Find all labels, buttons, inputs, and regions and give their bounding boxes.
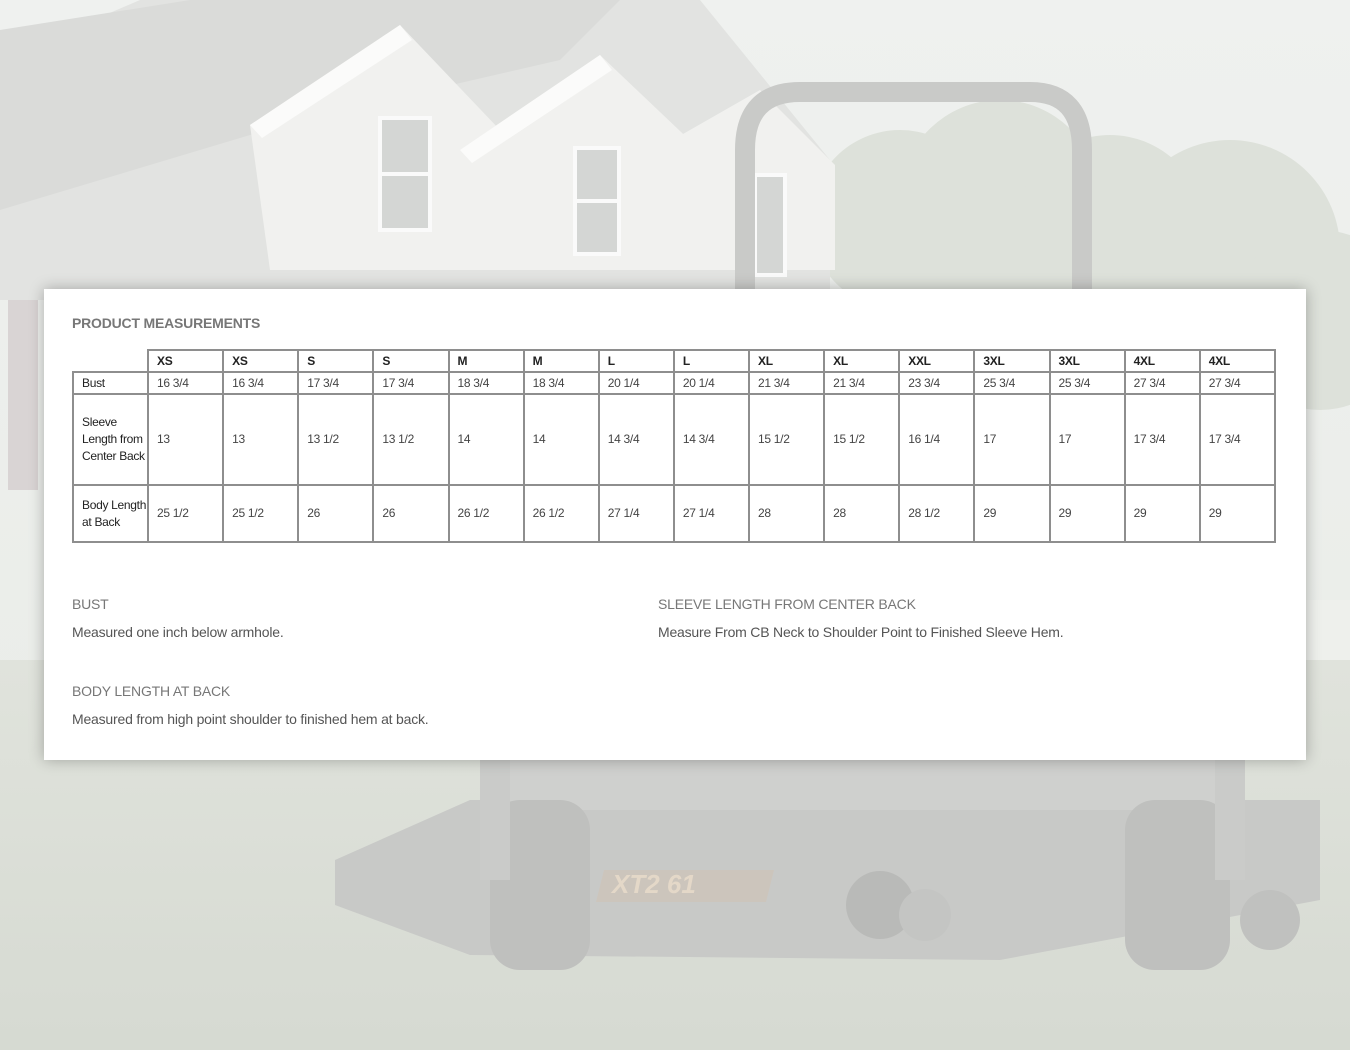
table-cell: 26 (298, 485, 373, 542)
table-row-body-length (73, 485, 1275, 542)
table-cell: 13 (223, 394, 298, 485)
table-cell: 16 3/4 (223, 372, 298, 394)
table-cell: 16 3/4 (148, 372, 223, 394)
table-cell: 25 3/4 (974, 372, 1049, 394)
table-cell: 16 1/4 (899, 394, 974, 485)
table-cell: 27 1/4 (599, 485, 674, 542)
sleeve-note (658, 596, 1063, 640)
size-header: S (298, 350, 373, 372)
table-cell: 14 3/4 (599, 394, 674, 485)
table-row-sleeve-length (73, 394, 1275, 485)
table-cell: 26 (373, 485, 448, 542)
table-cell: 13 (148, 394, 223, 485)
bust-note (72, 596, 284, 640)
size-header: 3XL (974, 350, 1049, 372)
table-cell: 26 1/2 (524, 485, 599, 542)
table-cell: 27 3/4 (1125, 372, 1200, 394)
table-cell: 15 1/2 (749, 394, 824, 485)
table-cell: 15 1/2 (824, 394, 899, 485)
bust-note-text: Measured one inch below armhole. (72, 624, 284, 640)
table-cell: 26 1/2 (449, 485, 524, 542)
table-cell: 17 3/4 (373, 372, 448, 394)
mower (335, 760, 1320, 970)
table-cell: 17 3/4 (298, 372, 373, 394)
table-cell: 17 (974, 394, 1049, 485)
row-label: Body Length at Back (73, 485, 148, 542)
table-cell: 14 3/4 (674, 394, 749, 485)
table-row-bust (73, 372, 1275, 394)
table-cell: 28 1/2 (899, 485, 974, 542)
size-header: M (524, 350, 599, 372)
size-header: L (674, 350, 749, 372)
body-length-note (72, 683, 429, 727)
row-label: Sleeve Length from Center Back (73, 394, 148, 485)
size-header: L (599, 350, 674, 372)
table-cell: 29 (974, 485, 1049, 542)
table-cell: 21 3/4 (824, 372, 899, 394)
house (0, 0, 835, 300)
measurements-table (72, 349, 1276, 543)
size-header: 4XL (1125, 350, 1200, 372)
sleeve-note-title: SLEEVE LENGTH FROM CENTER BACK (658, 596, 916, 612)
table-cell: 20 1/4 (599, 372, 674, 394)
page-title: PRODUCT MEASUREMENTS (72, 315, 261, 331)
mower-badge: XT2 61 (612, 869, 696, 899)
size-header: 4XL (1200, 350, 1275, 372)
table-cell: 13 1/2 (298, 394, 373, 485)
table-cell: 29 (1125, 485, 1200, 542)
table-cell: 14 (449, 394, 524, 485)
table-cell: 17 3/4 (1125, 394, 1200, 485)
table-cell: 13 1/2 (373, 394, 448, 485)
size-header: XL (749, 350, 824, 372)
size-header: M (449, 350, 524, 372)
table-cell: 14 (524, 394, 599, 485)
table-cell: 29 (1050, 485, 1125, 542)
table-cell: 25 3/4 (1050, 372, 1125, 394)
table-corner (73, 350, 148, 372)
bust-note-title: BUST (72, 596, 109, 612)
table-cell: 28 (824, 485, 899, 542)
body-length-note-text: Measured from high point shoulder to finished hem at back. (72, 711, 429, 727)
size-header-row (73, 350, 1275, 372)
table-cell: 17 3/4 (1200, 394, 1275, 485)
table-cell: 20 1/4 (674, 372, 749, 394)
row-label: Bust (73, 372, 148, 394)
table-cell: 25 1/2 (223, 485, 298, 542)
table-cell: 27 1/4 (674, 485, 749, 542)
table-cell: 21 3/4 (749, 372, 824, 394)
measurements-card (44, 289, 1306, 760)
table-cell: 23 3/4 (899, 372, 974, 394)
size-header: XS (223, 350, 298, 372)
size-header: XS (148, 350, 223, 372)
size-header: XXL (899, 350, 974, 372)
table-cell: 29 (1200, 485, 1275, 542)
size-header: S (373, 350, 448, 372)
table-cell: 18 3/4 (524, 372, 599, 394)
size-header: XL (824, 350, 899, 372)
sleeve-note-text: Measure From CB Neck to Shoulder Point to Finished Sleeve Hem. (658, 624, 1064, 640)
table-cell: 18 3/4 (449, 372, 524, 394)
table-cell: 17 (1050, 394, 1125, 485)
table-cell: 25 1/2 (148, 485, 223, 542)
table-cell: 28 (749, 485, 824, 542)
table-cell: 27 3/4 (1200, 372, 1275, 394)
body-length-note-title: BODY LENGTH AT BACK (72, 683, 231, 699)
size-header: 3XL (1050, 350, 1125, 372)
